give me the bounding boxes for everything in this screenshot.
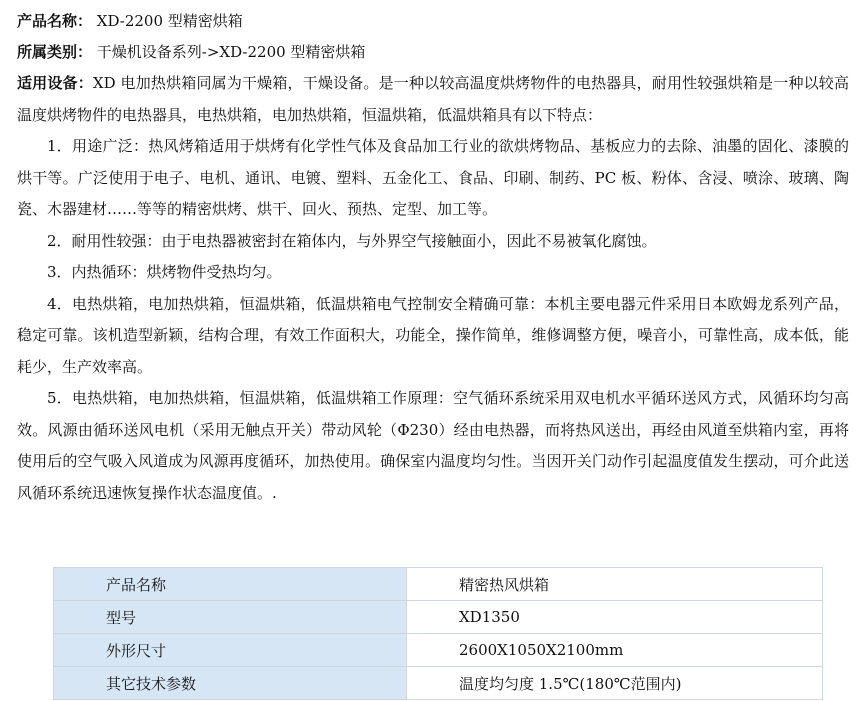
feature-5: 5．电热烘箱，电加热烘箱，恒温烘箱，低温烘箱工作原理：空气循环系统采用双电机水平循环送风方式，风循环均匀高效。风源由循环送风电机（采用无触点开关）带动风轮（Φ230）经由电热器，而将热风送出，再经由风道至烘箱内室，再将使用后的空气吸入风道成为风源再度循环，加热使用。确保室内温度均匀性。当因开关门动作引起温度值发生摆动，可介此送风循环系统迅速恢复操作状态温度值。. (17, 389, 849, 502)
table-row (54, 568, 823, 601)
product-name-line (17, 6, 849, 37)
product-name-value: XD-2200 型精密烘箱 (96, 12, 243, 30)
spec-key: 外形尺寸 (54, 634, 407, 667)
spec-key: 其它技术参数 (54, 667, 407, 700)
table-row (54, 601, 823, 634)
spec-table (53, 567, 823, 700)
spec-value: 精密热风烘箱 (407, 568, 823, 601)
spec-value: XD1350 (407, 601, 823, 634)
product-name-label: 产品名称： (17, 12, 93, 30)
spec-value: 温度均匀度 1.5℃(180℃范围内) (407, 667, 823, 700)
feature-3: 3．内热循环：烘烤物件受热均匀。 (47, 263, 282, 281)
spec-value: 2600X1050X2100mm (407, 634, 823, 667)
feature-1: 1．用途广泛：热风烤箱适用于烘烤有化学性气体及食品加工行业的欲烘烤物品、基板应力的去除、油墨的固化、漆膜的烘干等。广泛使用于电子、电机、通讯、电镀、塑料、五金化工、食品、印刷、制药、PC 板、粉体、含浸、喷涂、玻璃、陶瓷、木器建材……等等的精密烘烤、烘干、回火、预热、定型、加工等。 (17, 137, 849, 218)
category-line (17, 37, 849, 68)
table-row (54, 634, 823, 667)
category-value[interactable]: 干燥机设备系列->XD-2200 型精密烘箱 (96, 43, 366, 61)
applicable-label: 适用设备： (17, 74, 93, 92)
applicable-paragraph (17, 68, 849, 131)
table-row (54, 667, 823, 700)
spec-key: 型号 (54, 601, 407, 634)
feature-2: 2．耐用性较强：由于电热器被密封在箱体内，与外界空气接触面小，因此不易被氧化腐蚀。 (47, 231, 657, 250)
spec-key: 产品名称 (54, 568, 407, 601)
category-label: 所属类别： (17, 43, 93, 61)
applicable-text: XD 电加热烘箱同属为干燥箱，干燥设备。是一种以较高温度烘烤物件的电热器具，耐用性较强烘箱是一种以较高温度烘烤物件的电热器具，电热烘箱，电加热烘箱，恒温烘箱，低温烘箱具有以下特点： (17, 74, 849, 124)
feature-4: 4．电热烘箱，电加热烘箱，恒温烘箱，低温烘箱电气控制安全精确可靠：本机主要电器元件采用日本欧姆龙系列产品，稳定可靠。该机造型新颖，结构合理，有效工作面积大，功能全，操作简单，维修调整方便，噪音小，可靠性高，成本低，能耗少，生产效率高。 (17, 294, 849, 376)
